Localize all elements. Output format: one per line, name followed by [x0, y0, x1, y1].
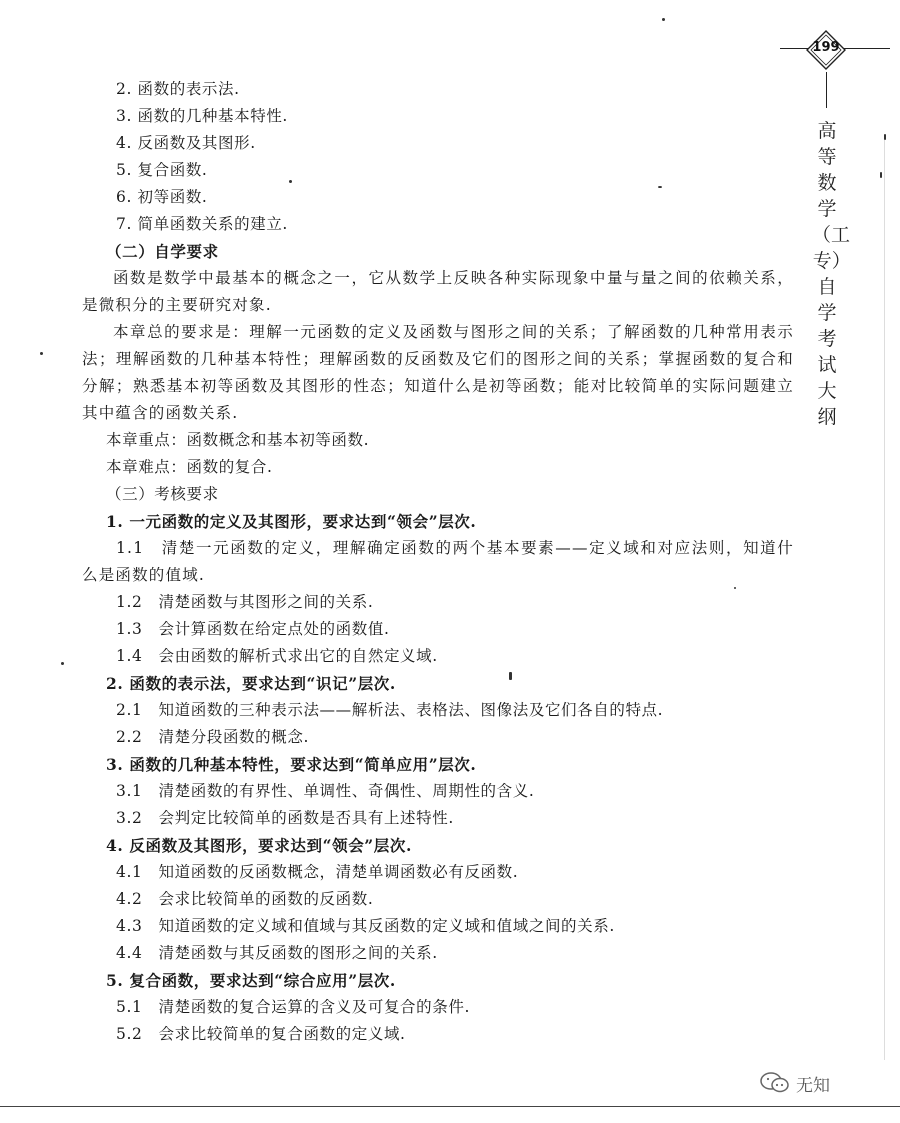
- right-margin-rule: [884, 140, 885, 1060]
- text-line: 本章难点：函数的复合.: [106, 458, 273, 476]
- subsection-heading: 4. 反函数及其图形，要求达到“领会”层次.: [106, 836, 413, 855]
- scan-speck: [880, 172, 882, 178]
- text-line: 1.4 会由函数的解析式求出它的自然定义域.: [116, 647, 438, 665]
- scan-speck: [509, 672, 512, 680]
- text-line: 7. 简单函数关系的建立.: [116, 215, 288, 233]
- section-heading: （二）自学要求: [106, 242, 219, 261]
- scan-speck: [734, 587, 736, 589]
- text-line: 4.4 清楚函数与其反函数的图形之间的关系.: [116, 944, 438, 962]
- subsection-heading: 3. 函数的几种基本特性，要求达到“简单应用”层次.: [106, 755, 477, 774]
- side-title-rule: [826, 72, 827, 108]
- scan-speck: [61, 662, 64, 665]
- scan-speck: [289, 180, 292, 183]
- subsection-heading: 1. 一元函数的定义及其图形，要求达到“领会”层次.: [106, 512, 477, 531]
- text-line: 5.2 会求比较简单的复合函数的定义域.: [116, 1025, 406, 1043]
- text-line: 2.2 清楚分段函数的概念.: [116, 728, 309, 746]
- footer-rule: [0, 1106, 900, 1107]
- scan-speck: [884, 134, 886, 140]
- watermark: [760, 1068, 830, 1098]
- chat-bubbles-icon: [760, 1072, 790, 1094]
- section-heading: （三）考核要求: [106, 485, 219, 503]
- body-text: [82, 76, 794, 1048]
- paragraph: 函数是数学中最基本的概念之一，它从数学上反映各种实际现象中量与量之间的依赖关系，是微积分的主要研究对象.: [82, 269, 794, 314]
- scan-speck: [662, 18, 665, 21]
- side-running-title: 高等数学（工专）自学考试大纲: [812, 120, 851, 428]
- scan-speck: [658, 186, 662, 188]
- text-line: 4. 反函数及其图形.: [116, 134, 256, 152]
- subsection-heading: 2. 函数的表示法，要求达到“识记”层次.: [106, 674, 396, 693]
- text-line: 3.1 清楚函数的有界性、单调性、奇偶性、周期性的含义.: [116, 782, 535, 800]
- text-line: 2. 函数的表示法.: [116, 80, 240, 98]
- text-line: 4.2 会求比较简单的函数的反函数.: [116, 890, 374, 908]
- page-number: 199: [812, 40, 840, 55]
- text-line: 3.2 会判定比较简单的函数是否具有上述特性.: [116, 809, 454, 827]
- text-line: 1.3 会计算函数在给定点处的函数值.: [116, 620, 390, 638]
- text-line: 5. 复合函数.: [116, 161, 208, 179]
- paragraph: 1.1 清楚一元函数的定义，理解确定函数的两个基本要素——定义域和对应法则，知道什么是函数的值域.: [82, 539, 794, 584]
- text-line: 4.1 知道函数的反函数概念，清楚单调函数必有反函数.: [116, 863, 519, 881]
- text-line: 5.1 清楚函数的复合运算的含义及可复合的条件.: [116, 998, 470, 1016]
- text-line: 2.1 知道函数的三种表示法——解析法、表格法、图像法及它们各自的特点.: [116, 701, 664, 719]
- text-line: 6. 初等函数.: [116, 188, 208, 206]
- text-line: 本章重点：函数概念和基本初等函数.: [106, 431, 370, 449]
- subsection-heading: 5. 复合函数，要求达到“综合应用”层次.: [106, 971, 396, 990]
- text-line: 1.2 清楚函数与其图形之间的关系.: [116, 593, 374, 611]
- scan-speck: [40, 352, 43, 355]
- text-line: 4.3 知道函数的定义域和值域与其反函数的定义域和值域之间的关系.: [116, 917, 615, 935]
- watermark-text: 无知: [796, 1075, 830, 1096]
- paragraph: 本章总的要求是：理解一元函数的定义及函数与图形之间的关系；了解函数的几种常用表示法；理解函数的几种基本特性；理解函数的反函数及它们的图形之间的关系；掌握函数的复合和分解；熟悉基本初等函数及其图形的性态；知道什么是初等函数；能对比较简单的实际问题建立其中蕴含的函数关系.: [82, 323, 794, 422]
- text-line: 3. 函数的几种基本特性.: [116, 107, 288, 125]
